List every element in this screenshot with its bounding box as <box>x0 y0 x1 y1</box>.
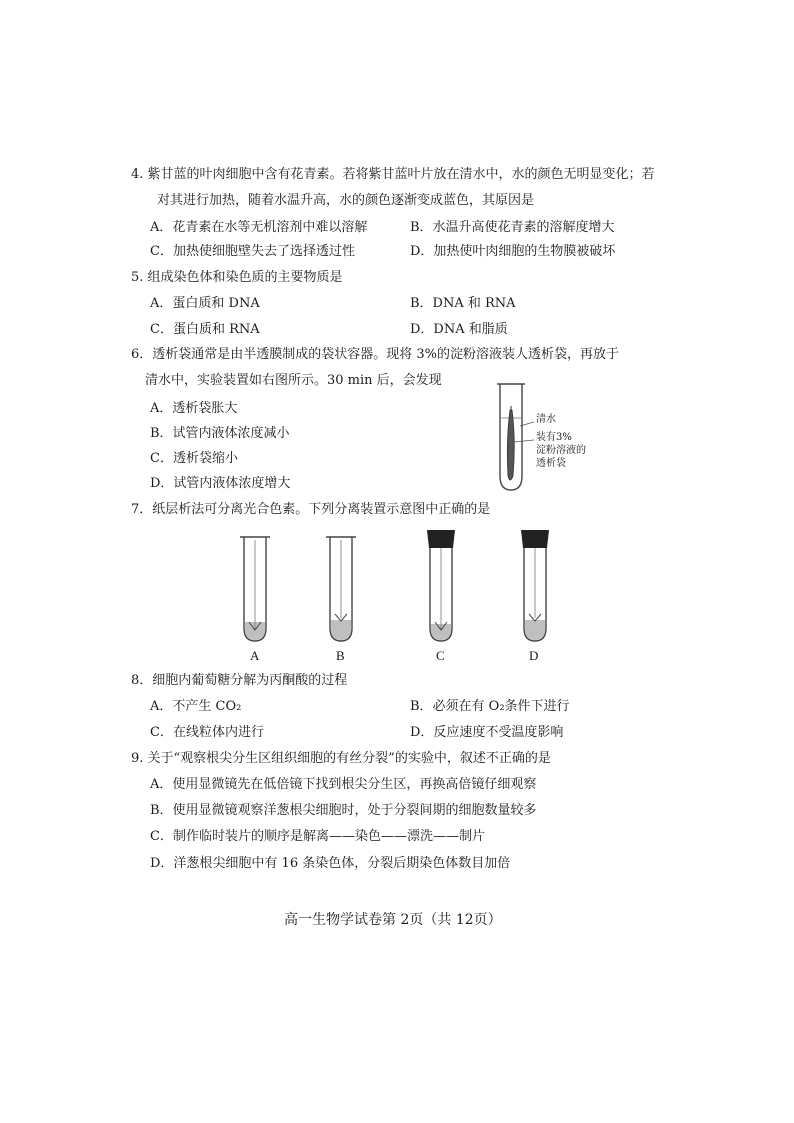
tube-a-figure <box>238 534 272 644</box>
q9-option-a: A．使用显微镜先在低倍镜下找到根尖分生区，再换高倍镜仔细观察 <box>150 777 537 792</box>
figure-label-bag-2: 淀粉溶液的 <box>536 445 586 456</box>
q6-stem-line1: 6．透析袋通常是由半透膜制成的袋状容器。现将 3%的淀粉溶液装人透析袋，再放于 <box>131 347 620 362</box>
figure-label-bag-1: 装有3% <box>536 432 572 443</box>
tube-label-b: B <box>336 648 345 663</box>
q8-option-c: C．在线粒体内进行 <box>150 725 264 740</box>
q4-option-b: B．水温升高使花青素的溶解度增大 <box>410 220 615 235</box>
q6-option-a: A．透析袋胀大 <box>150 401 238 416</box>
tube-label-d: D <box>529 648 539 663</box>
tube-label-a: A <box>250 648 260 663</box>
q9-stem: 9. 关于“观察根尖分生区组织细胞的有丝分裂”的实验中，叙述不正确的是 <box>131 751 551 766</box>
q5-option-c: C．蛋白质和 RNA <box>150 322 260 337</box>
q4-stem-line2: 对其进行加热，随着水温升高，水的颜色逐渐变成蓝色，其原因是 <box>157 193 535 208</box>
figure-label-water: 清水 <box>536 414 556 425</box>
q7-stem: 7．纸层析法可分离光合色素。下列分离装置示意图中正确的是 <box>131 502 491 517</box>
tube-label-c: C <box>436 648 445 663</box>
tube-b-figure <box>324 534 358 644</box>
q6-option-b: B．试管内液体浓度减小 <box>150 426 290 441</box>
q4-option-c: C．加热使细胞壁失去了选择透过性 <box>150 244 355 259</box>
q6-option-c: C．透析袋缩小 <box>150 451 238 466</box>
q8-option-b: B．必须在有 O₂条件下进行 <box>410 699 570 714</box>
figure-label-bag-3: 透析袋 <box>536 458 566 469</box>
tube-d-figure <box>518 528 552 644</box>
tube-c-figure <box>424 528 458 644</box>
q5-option-b: B．DNA 和 RNA <box>410 296 516 311</box>
q5-stem: 5. 组成染色体和染色质的主要物质是 <box>131 270 343 285</box>
q9-option-d: D．洋葱根尖细胞中有 16 条染色体，分裂后期染色体数目加倍 <box>150 856 511 871</box>
q8-option-a: A．不产生 CO₂ <box>150 699 242 714</box>
q6-stem-line2: 清水中，实验装置如右图所示。30 min 后，会发现 <box>145 373 442 388</box>
q4-option-d: D．加热使叶肉细胞的生物膜被破坏 <box>410 244 616 259</box>
page-footer: 高一生物学试卷第 2页（共 12页） <box>284 912 502 928</box>
q8-stem: 8．细胞内葡萄糖分解为丙酮酸的过程 <box>131 673 348 688</box>
q5-option-a: A．蛋白质和 DNA <box>150 296 260 311</box>
q9-option-b: B．使用显微镜观察洋葱根尖细胞时，处于分裂间期的细胞数量较多 <box>150 803 537 818</box>
q5-option-d: D．DNA 和脂质 <box>410 322 508 337</box>
q9-option-c: C．制作临时装片的顺序是解离——染色——漂洗——制片 <box>150 829 485 844</box>
q8-option-d: D．反应速度不受温度影响 <box>410 725 564 740</box>
q4-option-a: A．花青素在水等无机溶剂中难以溶解 <box>150 220 368 235</box>
q4-stem-line1: 4. 紫甘蓝的叶肉细胞中含有花青素。若将紫甘蓝叶片放在清水中，水的颜色无明显变化；若 <box>131 167 655 182</box>
q6-option-d: D．试管内液体浓度增大 <box>150 476 291 491</box>
